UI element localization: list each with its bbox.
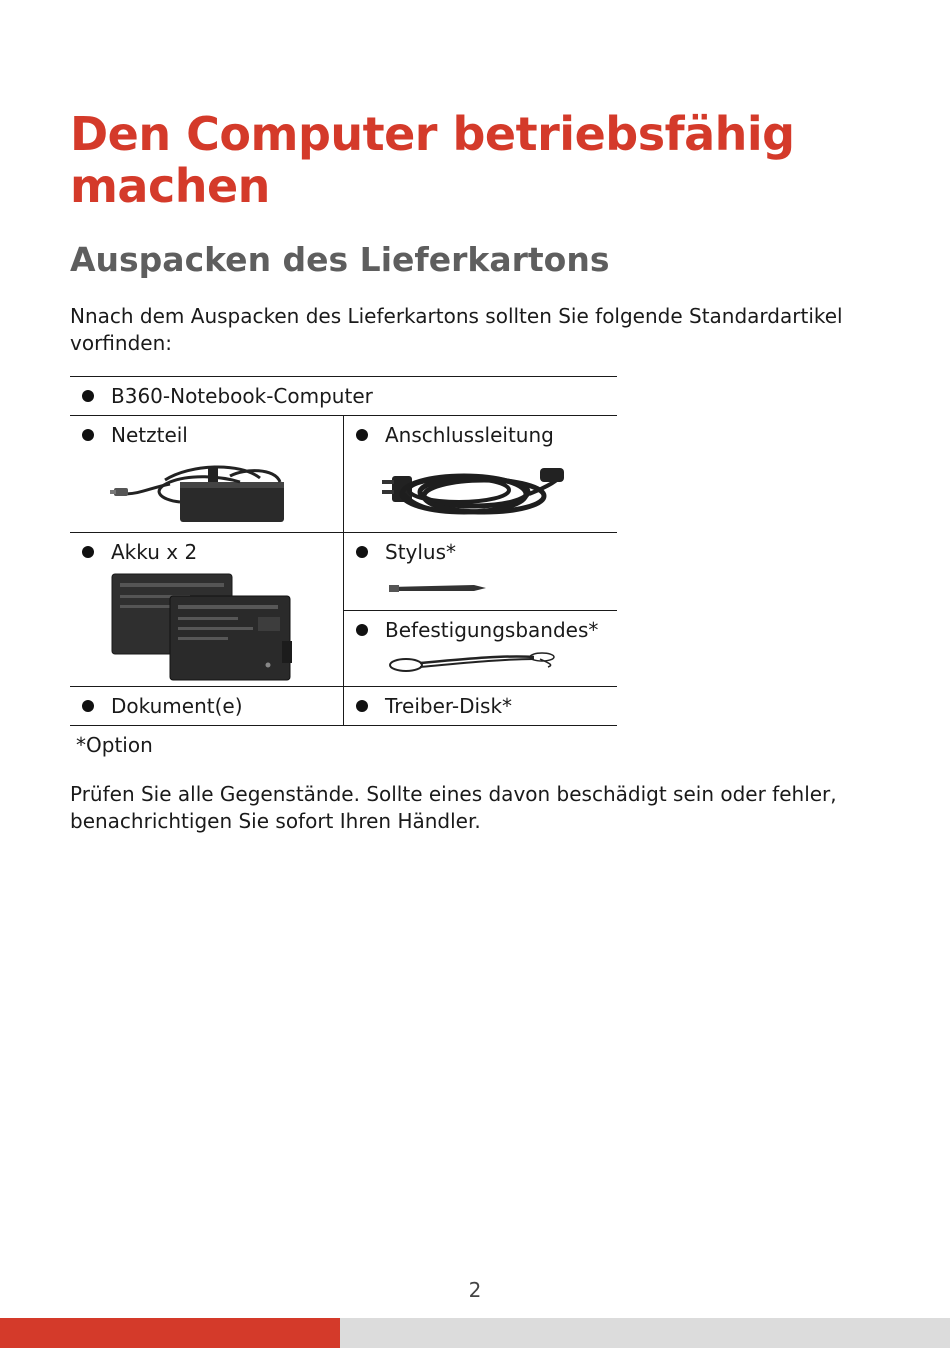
item-battery-label: Akku x 2 <box>111 540 198 564</box>
item-documents-label: Dokument(e) <box>111 694 243 718</box>
table-cell <box>70 416 344 533</box>
bullet-icon <box>82 390 94 402</box>
tether-strap-image <box>344 649 617 685</box>
table-cell <box>70 533 344 687</box>
closing-paragraph: Prüfen Sie alle Gegenstände. Sollte eines davon beschädigt sein oder fehler, benachrichtigen Sie sofort Ihren Händler. <box>70 782 837 833</box>
intro-paragraph: Nnach dem Auspacken des Lieferkartons sollten Sie folgende Standardartikel vorfinden: <box>70 304 843 355</box>
power-adapter-image <box>70 454 343 532</box>
list-item <box>70 377 617 415</box>
bullet-icon <box>82 700 94 712</box>
list-item <box>70 416 343 454</box>
footer-accent-bar <box>0 1318 340 1348</box>
option-footnote: *Option <box>76 733 153 757</box>
table-cell <box>344 416 618 533</box>
item-cable-label: Anschlussleitung <box>385 423 554 447</box>
bullet-icon <box>356 624 368 636</box>
bullet-icon <box>82 546 94 558</box>
table-row <box>70 416 617 533</box>
bullet-icon <box>82 429 94 441</box>
bullet-icon <box>356 546 368 558</box>
table-row <box>70 377 617 416</box>
table-cell <box>344 687 618 726</box>
item-driver-disk-label: Treiber-Disk* <box>385 694 513 718</box>
power-cord-image <box>344 454 617 532</box>
page-title: Den Computer betriebsfähig machen <box>70 107 795 213</box>
bullet-icon <box>356 700 368 712</box>
table-row <box>70 687 617 726</box>
table-row <box>70 533 617 687</box>
list-item <box>344 611 617 649</box>
list-item <box>70 533 343 571</box>
bullet-icon <box>356 429 368 441</box>
table-cell <box>70 377 617 416</box>
item-notebook-label: B360-Notebook-Computer <box>111 384 373 408</box>
page-number: 2 <box>468 1278 482 1302</box>
list-item <box>344 416 617 454</box>
stylus-image <box>344 571 617 610</box>
battery-packs-image <box>70 571 343 686</box>
item-adapter-label: Netzteil <box>111 423 188 447</box>
table-cell <box>344 533 618 687</box>
item-stylus-label: Stylus* <box>385 540 457 564</box>
item-strap-label: Befestigungsbandes* <box>385 618 599 642</box>
table-cell <box>70 687 344 726</box>
list-item <box>344 533 617 571</box>
package-contents-table <box>70 376 617 726</box>
list-item <box>344 687 617 725</box>
footer-gray-bar <box>340 1318 950 1348</box>
section-heading: Auspacken des Lieferkartons <box>70 240 610 279</box>
list-item <box>70 687 343 725</box>
